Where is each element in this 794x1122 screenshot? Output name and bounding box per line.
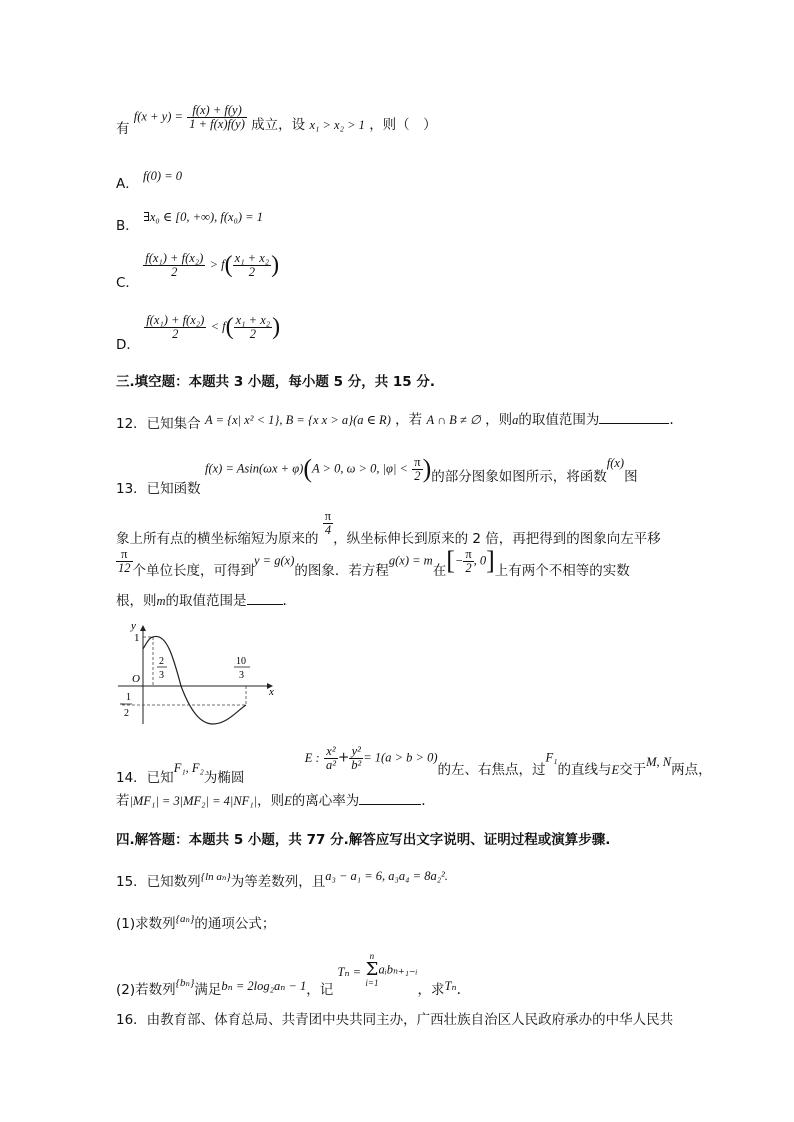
q15-p2-term: aᵢbₙ₊₁₋ᵢ — [378, 962, 418, 977]
q13-eq: g(x) = m — [388, 553, 433, 568]
graph-neg-den: 2 — [124, 708, 129, 719]
q15-seq: {ln aₙ} — [200, 871, 231, 883]
q12-end: . — [669, 412, 674, 428]
q12-var: a — [512, 413, 519, 427]
q13-text-4b: 的取值范围是 — [165, 593, 247, 609]
q14-text-5: 两点， — [671, 761, 712, 778]
q13-fx: f(x) — [606, 455, 625, 470]
q13-line-3: $\frac{\pi}{12}$ 个单位长度，可得到y = g(x)的图象．若方程g(x) = m在[− $\frac{\pi}{2}$ , 0]上有两个不相等的实数 — [118, 546, 630, 579]
q14-text-7: 的离心率为 — [291, 793, 360, 809]
option-b-label: B． — [116, 218, 139, 234]
option-d-rel: < f — [210, 319, 226, 334]
q11-stem — [116, 103, 437, 137]
q13-gx: y = g(x) — [254, 553, 295, 568]
q15-p1-seq: {aₙ} — [175, 913, 195, 925]
q14-cond: |MF₁| = 3|MF₂| = 4|NF₁| — [129, 794, 258, 808]
q16-stem: 16．由教育部、体育总局、共青团中央共同主办，广西壮族自治区人民政府承办的中华人民共 — [116, 1012, 674, 1028]
section-3-heading: 三.填空题：本题共 3 小题，每小题 5 分，共 15 分. — [116, 374, 436, 390]
q14-ell-post: = 1(a > b > 0) — [363, 750, 438, 765]
q14-num: 14．已知 — [116, 769, 174, 786]
q13-cond: A > 0, ω > 0, |φ| < — [311, 461, 408, 476]
option-d-arg — [234, 314, 272, 340]
q12-mid: ，若 — [395, 412, 423, 428]
q11-option-a — [116, 169, 183, 192]
q14-text-1: 为椭圆 — [203, 769, 245, 786]
option-d-num: f(x₁) + f(x₂) — [146, 313, 205, 327]
q13-graph — [112, 620, 282, 732]
q13-answer-blank[interactable] — [247, 603, 283, 605]
q14-MN: M, N — [646, 754, 672, 769]
q15-p2-T: Tₙ = — [337, 964, 362, 979]
q13-scale-frac: $\frac{\pi}{4}$ — [324, 509, 332, 537]
q14-text-4: 交于 — [619, 761, 647, 778]
q14-foci: F₁, F₂ — [173, 760, 204, 775]
option-d-den: 2 — [144, 327, 206, 341]
option-c-arg — [233, 252, 271, 278]
q13-text-1: 的部分图象如图所示，将函数 — [431, 468, 607, 485]
q12-cond: A ∩ B ≠ ∅ — [426, 413, 481, 427]
q13-text-2b: ，纵坐标伸长到原来的 2 倍，再把得到的图象向左平移 — [333, 530, 661, 547]
q15-stem — [116, 869, 448, 890]
q13-func: f(x) = Asin(ωx + φ) — [204, 461, 304, 476]
q14-line-1: 14．已知F₁, F₂为椭圆 E : $\frac{\text{x²}}{\text{a²}}$ + $\frac{\text{y²}}{\text{b²}}$ = 1(a > b > 0)的左、右焦点，过F₁的直线与E交于M, N两点， — [116, 744, 712, 786]
q13-num: 13．已知函数 — [116, 480, 201, 497]
q11-func-lhs: f(x + y) = — [133, 109, 183, 124]
graph-y-label: y — [131, 620, 136, 632]
q12-mid2: ，则 — [485, 412, 513, 428]
option-a-text: f(0) = 0 — [143, 169, 183, 183]
q13-interval-tail: , 0 — [473, 553, 487, 568]
q13-text-3b: 的图象．若方程 — [294, 562, 389, 579]
graph-t2-den: 3 — [239, 670, 244, 681]
option-d-arg-den: 2 — [234, 327, 272, 341]
q15-p2-pre: (2)若数列 — [116, 981, 176, 998]
q14-E2: E — [284, 794, 292, 808]
option-c-arg-num: x₁ + x₂ — [234, 251, 270, 265]
q15-p2-text-2: ，记 — [306, 981, 334, 998]
q15-p2-text-3: ，求 — [417, 981, 445, 998]
option-c-label: C． — [116, 274, 139, 291]
option-d-lhs — [144, 314, 206, 340]
q15-sum: n Σ i=1 — [365, 951, 379, 988]
q14-text-6: ，则 — [257, 793, 285, 809]
option-c-arg-den: 2 — [233, 265, 271, 279]
q15-text-1: 为等差数列，且 — [230, 874, 326, 890]
q12-sets: A = {x| x² < 1}, B = {x x > a}(a ∈ R) — [204, 413, 391, 427]
q15-p2-Tn: Tₙ — [444, 978, 457, 993]
q14-E: E — [611, 762, 620, 777]
q14-ell-pre: E : — [304, 750, 320, 765]
graph-x-label: x — [269, 686, 274, 698]
q14-text-2: 的左、右焦点，过 — [437, 761, 546, 778]
q15-p2-end: . — [456, 981, 461, 998]
q12-stem — [116, 412, 674, 432]
section-4-heading: 四.解答题：本题共 5 小题，共 77 分.解答应写出文字说明、证明过程或演算步骤. — [116, 832, 611, 848]
graph-t1-den: 3 — [159, 670, 164, 681]
graph-origin: O — [132, 673, 140, 685]
q14-answer-blank[interactable] — [359, 803, 421, 805]
q13-line-4 — [116, 595, 287, 609]
q11-func-frac — [187, 104, 247, 130]
q14-ell-x: $\frac{\text{x²}}{\text{a²}}$ — [325, 744, 336, 772]
option-c-rel: > f — [209, 257, 225, 272]
q12-answer-blank[interactable] — [599, 422, 669, 424]
q11-cond: x₁ > x₂ > 1 — [309, 117, 365, 132]
q11-func-num: f(x) + f(y) — [192, 103, 242, 117]
q11-option-d: D． $\frac{\text{f(x₁) + f(x₂)}}{2}$ < f( $\frac{\text{x₁ + x₂}}{2}$ ) — [116, 313, 281, 353]
q11-mid: 成立，设 — [251, 116, 306, 133]
option-a-label: A． — [116, 176, 139, 192]
q13-text-3d: 上有两个不相等的实数 — [494, 562, 630, 579]
q14-end: . — [421, 793, 426, 809]
option-b-text: ∃x₀ ∈ [0, +∞), f(x₀) = 1 — [143, 210, 263, 224]
q13-cond-frac: $\frac{\pi}{2}$ — [414, 455, 421, 483]
q13-text-4a: 根，则 — [116, 593, 157, 609]
q13-interval-frac: $\frac{\pi}{2}$ — [465, 547, 472, 575]
q15-part-2 — [116, 951, 461, 998]
q14-ell-y: $\frac{\text{y²}}{\text{b²}}$ — [351, 744, 362, 772]
q13-text-2a: 象上所有点的横坐标缩短为原来的 — [116, 530, 319, 547]
option-c-den: 2 — [143, 265, 205, 279]
q15-p1-tail: 的通项公式； — [194, 916, 276, 932]
q12-tail: 的取值范围为 — [518, 412, 600, 428]
q13-text-3c: 在 — [432, 562, 447, 579]
q12-num: 12．已知集合 — [116, 416, 201, 432]
q13-line-2 — [116, 509, 661, 547]
graph-t2-num: 10 — [236, 656, 246, 667]
q11-tail: ，则（ ） — [369, 116, 437, 133]
q14-line2-pre: 若 — [116, 793, 130, 809]
option-c-lhs — [143, 252, 205, 278]
q11-lead: 有 — [116, 120, 130, 137]
q13-text-3a: 个单位长度，可得到 — [132, 562, 254, 579]
q11-option-c: C． $\frac{\text{f(x₁) + f(x₂)}}{2}$ > f( $\frac{\text{x₁ + x₂}}{2}$ ) — [116, 251, 280, 291]
graph-t1-num: 2 — [159, 656, 164, 667]
q11-func-den: 1 + f(x)f(y) — [189, 116, 245, 131]
q15-p2-seq: {bₙ} — [175, 976, 195, 989]
q15-part-1 — [116, 912, 276, 932]
q15-p1-pre: (1)求数列 — [116, 916, 176, 932]
graph-one: 1 — [134, 632, 140, 644]
q15-num: 15．已知数列 — [116, 874, 201, 890]
q14-F1: F₁ — [545, 750, 558, 765]
q15-cond: a₃ − a₁ = 6, a₃a₄ = 8a₂². — [325, 869, 448, 883]
option-c-num: f(x₁) + f(x₂) — [145, 251, 204, 265]
q15-p2-text-1: 满足 — [194, 981, 222, 998]
q14-line-2 — [116, 795, 426, 809]
option-d-arg-num: x₁ + x₂ — [235, 313, 271, 327]
q13-m: m — [156, 594, 166, 608]
option-d-label: D． — [116, 336, 140, 353]
q13-line-1: 13．已知函数 f(x) = Asin(ωx + φ)(A > 0, ω > 0, |φ| < $\frac{\pi}{2}$ )的部分图象如图所示，将函数f(x)图 — [116, 454, 638, 497]
q13-shift-frac: $\frac{\pi}{12}$ — [118, 547, 131, 575]
q14-text-3: 的直线与 — [557, 761, 612, 778]
q13-end: . — [282, 593, 287, 609]
q11-option-b — [116, 210, 263, 234]
q13-text-1b: 图 — [624, 468, 638, 485]
q15-p2-b: bₙ = 2log₂aₙ − 1 — [221, 978, 307, 993]
graph-neg-num: 1 — [126, 692, 131, 703]
